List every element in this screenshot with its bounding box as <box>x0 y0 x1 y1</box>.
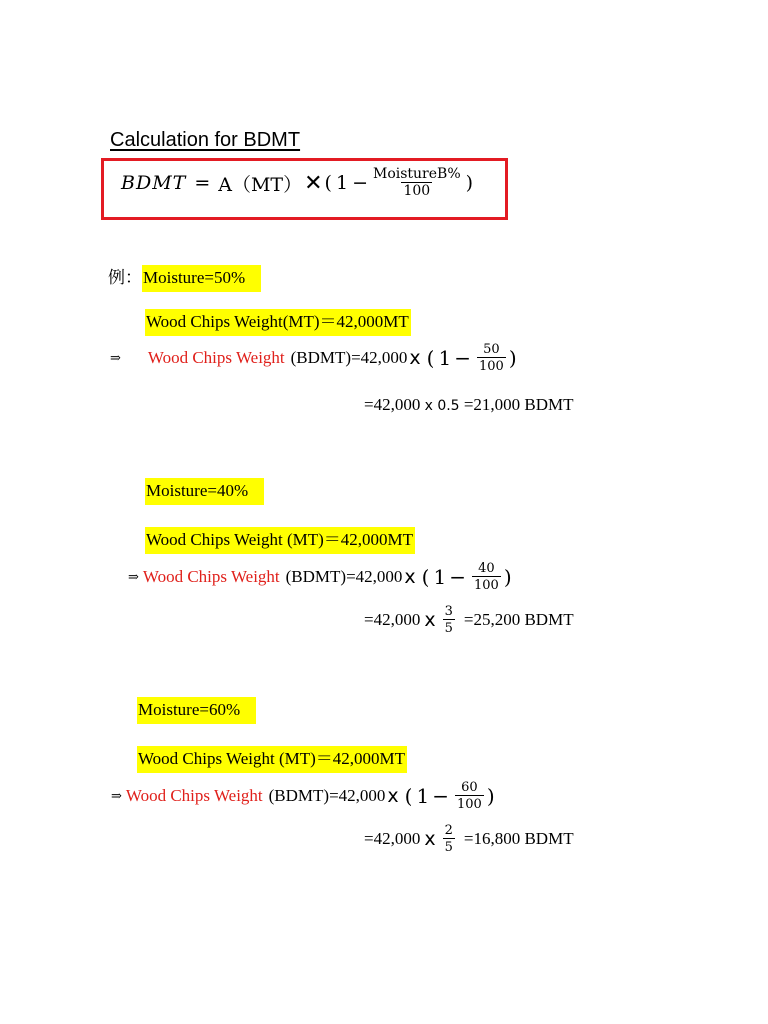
fraction-denominator: 5 <box>444 621 453 636</box>
bdmt-line-40 <box>128 561 512 593</box>
result-suffix: =25,200 BDMT <box>463 610 574 629</box>
moisture-fraction <box>472 561 501 593</box>
paren-close: ) <box>503 565 512 589</box>
moisture-value: Moisture=40% <box>145 478 264 505</box>
weight-mt: Wood Chips Weight (MT)＝42,000MT <box>145 527 415 554</box>
formula-one: 1 <box>335 172 349 194</box>
moisture-fraction <box>455 780 484 812</box>
minus: − <box>432 784 449 808</box>
multiply-sign: x <box>409 347 421 369</box>
fraction-denominator: 100 <box>473 578 499 593</box>
multiply-sign: x <box>404 566 416 588</box>
formula-a: A（MT） <box>218 173 303 196</box>
paren-open: ( <box>404 784 413 808</box>
arrow-icon: ⇒ <box>111 788 122 803</box>
minus: − <box>454 346 471 370</box>
bdmt-expression: (BDMT)=42,000 <box>285 567 403 586</box>
result-fraction <box>443 604 455 636</box>
result-mid: x 0.5 <box>424 398 460 414</box>
example-50 <box>108 263 261 288</box>
page-title: Calculation for BDMT <box>110 129 301 151</box>
bdmt-formula <box>121 167 473 199</box>
moisture-value: Moisture=50% <box>142 265 261 292</box>
fraction-numerator: 60 <box>461 780 478 795</box>
fraction-numerator: 50 <box>483 342 500 357</box>
bdmt-label: Wood Chips Weight <box>142 567 280 586</box>
bdmt-label: Wood Chips Weight <box>147 348 285 367</box>
paren-open: ( <box>426 346 435 370</box>
example-prefix: 例： <box>108 268 142 287</box>
one: 1 <box>416 784 430 808</box>
bdmt-line-50 <box>110 342 517 374</box>
bdmt-label: Wood Chips Weight <box>125 786 263 805</box>
example-60 <box>137 700 256 720</box>
weight-mt: Wood Chips Weight (MT)＝42,000MT <box>137 746 407 773</box>
fraction-denominator: 5 <box>444 840 453 855</box>
formula-lhs: BDMT <box>121 172 187 194</box>
one: 1 <box>438 346 452 370</box>
formula-denominator: 100 <box>403 183 431 199</box>
arrow-icon: ⇒ <box>110 350 121 365</box>
weight-mt: Wood Chips Weight(MT)＝42,000MT <box>145 309 411 336</box>
one: 1 <box>433 565 447 589</box>
bdmt-expression: (BDMT)=42,000 <box>290 348 408 367</box>
weight-mt-40 <box>145 525 415 550</box>
arrow-icon: ⇒ <box>128 569 139 584</box>
formula-minus: − <box>352 172 368 194</box>
multiply-sign: x <box>424 828 436 850</box>
formula-equals: = <box>194 172 211 194</box>
result-suffix: =16,800 BDMT <box>463 829 574 848</box>
fraction-denominator: 100 <box>456 797 482 812</box>
fraction-denominator: 100 <box>478 359 504 374</box>
example-40 <box>145 481 264 501</box>
multiply-sign: x <box>424 609 436 631</box>
minus: − <box>449 565 466 589</box>
paren-close: ) <box>486 784 495 808</box>
moisture-fraction <box>477 342 506 374</box>
formula-numerator: MoistureB% <box>372 166 461 182</box>
fraction-numerator: 3 <box>444 604 453 619</box>
bdmt-expression: (BDMT)=42,000 <box>268 786 386 805</box>
fraction-numerator: 40 <box>478 561 495 576</box>
formula-close: ) <box>465 172 474 194</box>
result-fraction <box>443 823 455 855</box>
multiply-sign: x <box>387 785 399 807</box>
weight-mt-60 <box>137 744 407 769</box>
result-line-40 <box>364 604 574 636</box>
result-prefix: =42,000 <box>364 829 421 848</box>
result-line-50 <box>364 395 574 415</box>
moisture-value: Moisture=60% <box>137 697 256 724</box>
formula-times: ✕ <box>304 170 323 196</box>
weight-mt-50 <box>145 307 411 332</box>
formula-open: ( <box>324 172 332 194</box>
paren-close: ) <box>508 346 517 370</box>
paren-open: ( <box>421 565 430 589</box>
result-suffix: =21,000 BDMT <box>463 395 574 414</box>
result-line-60 <box>364 823 574 855</box>
formula-fraction <box>371 167 463 199</box>
fraction-numerator: 2 <box>444 823 453 838</box>
result-prefix: =42,000 <box>364 610 421 629</box>
result-prefix: =42,000 <box>364 395 421 414</box>
bdmt-line-60 <box>111 780 495 812</box>
